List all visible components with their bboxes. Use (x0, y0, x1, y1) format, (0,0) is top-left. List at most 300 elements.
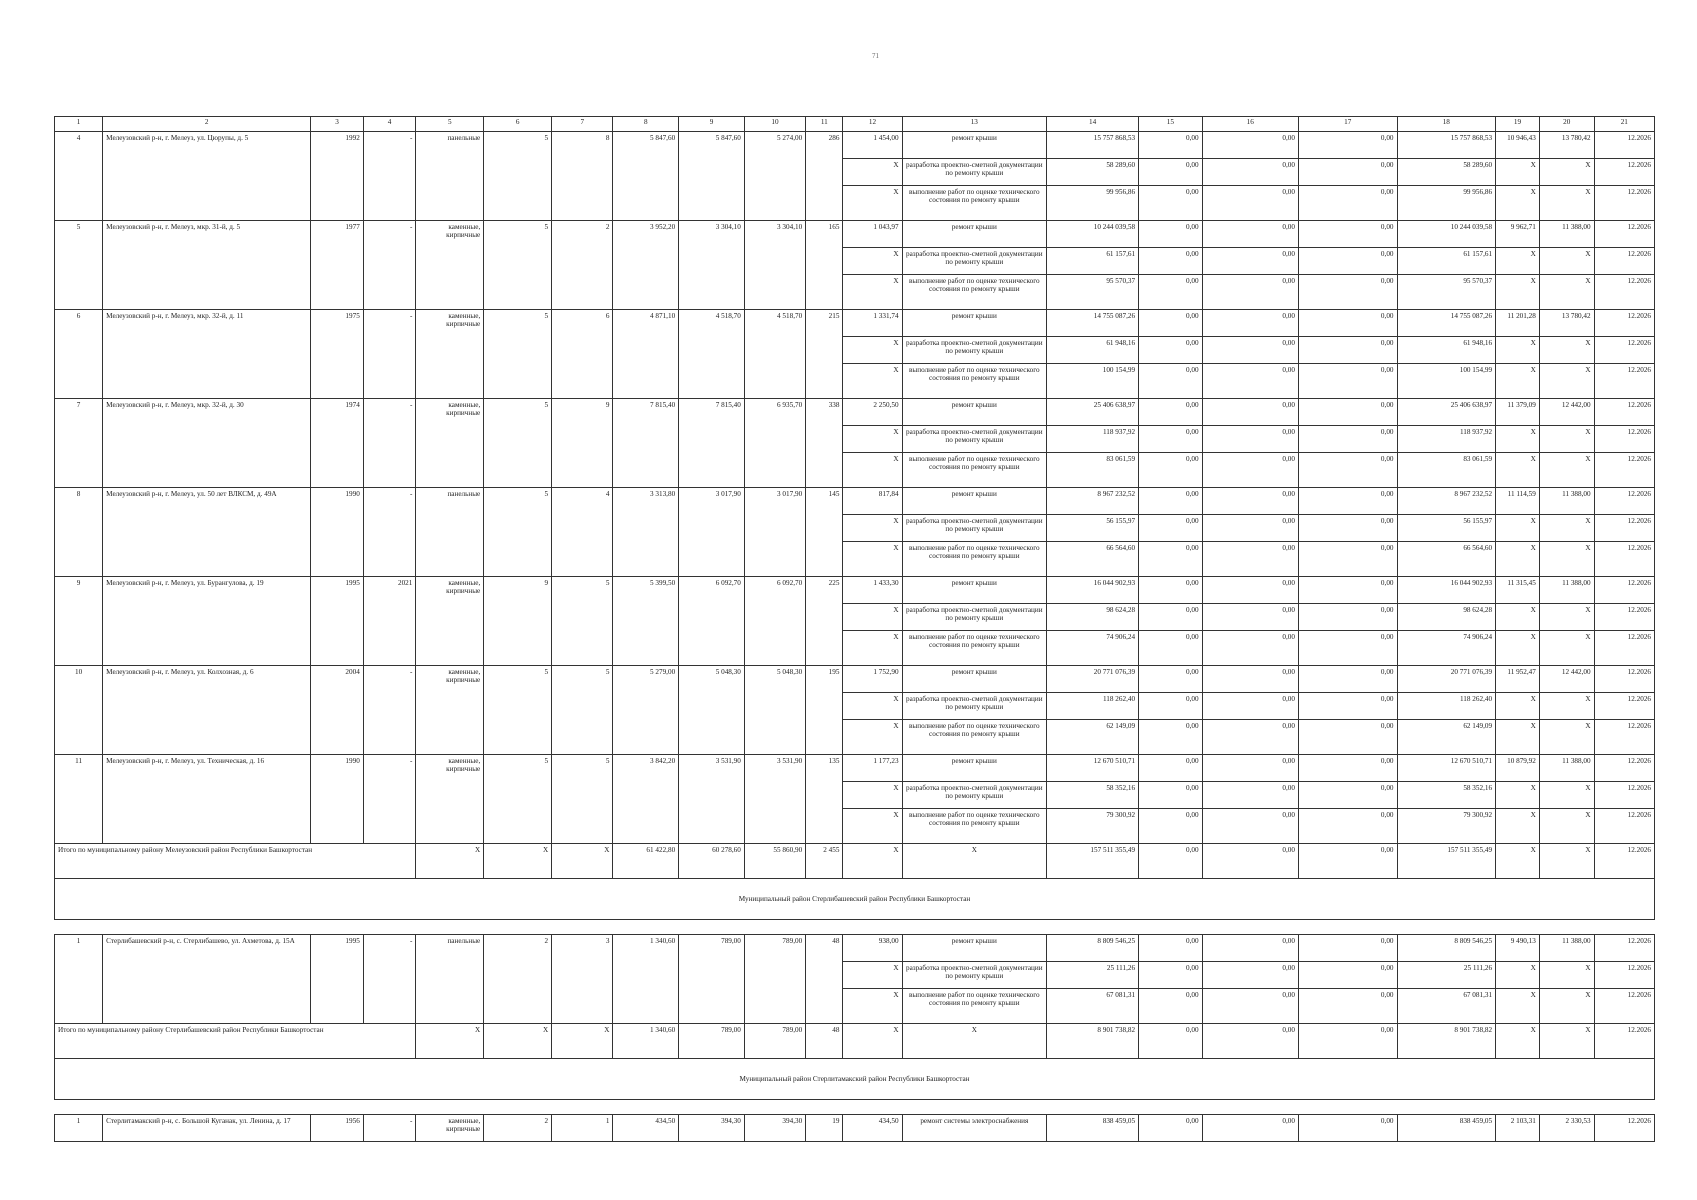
work-volume: X (843, 604, 902, 631)
work-type: X (902, 844, 1047, 879)
cost-budget: 0,00 (1202, 248, 1298, 275)
cost-owners: 25 406 638,97 (1397, 399, 1496, 426)
cost-total: 56 155,97 (1047, 515, 1139, 542)
reconstruction-year: 2021 (363, 577, 416, 666)
cost-fund: 0,00 (1139, 720, 1203, 755)
build-year: 1990 (311, 488, 364, 577)
cost-local: 0,00 (1298, 1115, 1397, 1142)
cost-owners: 74 906,24 (1397, 631, 1496, 666)
work-type: разработка проектно-сметной документации по ремонту крыши (902, 782, 1047, 809)
residents-count: 48 (806, 935, 843, 1024)
cost-owners: 15 757 868,53 (1397, 132, 1496, 159)
cost-total: 15 757 868,53 (1047, 132, 1139, 159)
work-type: ремонт крыши (902, 755, 1047, 782)
unit-cost: 10 879,92 (1496, 755, 1540, 782)
district-header-row (55, 879, 1655, 920)
cost-budget: 0,00 (1202, 221, 1298, 248)
column-number-15: 15 (1139, 117, 1203, 132)
residential-area: 6 092,70 (744, 577, 805, 666)
entrances-count: 9 (552, 399, 613, 488)
cost-owners: 8 967 232,52 (1397, 488, 1496, 515)
reconstruction-year: - (363, 935, 416, 1024)
premises-area: 3 531,90 (679, 755, 745, 844)
unit-cost: X (1496, 542, 1540, 577)
cost-local: 0,00 (1298, 542, 1397, 577)
reconstruction-year: - (363, 666, 416, 755)
work-type: выполнение работ по оценке технического состояния по ремонту крыши (902, 364, 1047, 399)
floors-count: 2 (484, 1115, 552, 1142)
unit-cost: X (1496, 604, 1540, 631)
entrances-count: 5 (552, 755, 613, 844)
cost-local: 0,00 (1298, 275, 1397, 310)
deadline: 12.2026 (1594, 666, 1654, 693)
cost-fund: 0,00 (1139, 221, 1203, 248)
district-header: Муниципальный район Стерлибашевский район Республики Башкортостан (55, 879, 1655, 920)
work-volume: 1 043,97 (843, 221, 902, 248)
max-unit-cost: X (1539, 515, 1594, 542)
deadline: 12.2026 (1594, 159, 1654, 186)
column-number-5: 5 (416, 117, 484, 132)
cost-budget: 0,00 (1202, 989, 1298, 1024)
cost-budget: 0,00 (1202, 631, 1298, 666)
house-row (55, 755, 1655, 782)
house-address: Стерлибашевский р-н, с. Стерлибашево, ул. Ахметова, д. 15А (103, 935, 311, 1024)
house-row (55, 935, 1655, 962)
premises-area: 4 518,70 (679, 310, 745, 399)
cost-total: 16 044 902,93 (1047, 577, 1139, 604)
column-number-14: 14 (1047, 117, 1139, 132)
max-unit-cost: X (1539, 542, 1594, 577)
reconstruction-year: - (363, 755, 416, 844)
cost-fund: 0,00 (1139, 159, 1203, 186)
cost-budget: 0,00 (1202, 935, 1298, 962)
deadline: 12.2026 (1594, 935, 1654, 962)
cost-local: 0,00 (1298, 631, 1397, 666)
entrances-count: 6 (552, 310, 613, 399)
wall-material: каменные, кирпичные (416, 666, 484, 755)
premises-area: 5 048,30 (679, 666, 745, 755)
cost-owners: 118 262,40 (1397, 693, 1496, 720)
cost-owners: 12 670 510,71 (1397, 755, 1496, 782)
work-volume: X (843, 631, 902, 666)
cost-owners: 8 901 738,82 (1397, 1024, 1496, 1059)
column-number-17: 17 (1298, 117, 1397, 132)
house-address: Мелеузовский р-н, г. Мелеуз, мкр. 32-й, д. 11 (103, 310, 311, 399)
cost-local: 0,00 (1298, 1024, 1397, 1059)
cost-local: 0,00 (1298, 364, 1397, 399)
cost-owners: 25 111,26 (1397, 962, 1496, 989)
cost-fund: 0,00 (1139, 310, 1203, 337)
entrances-count: 5 (552, 577, 613, 666)
max-unit-cost: 13 780,42 (1539, 310, 1594, 337)
cost-total: 58 289,60 (1047, 159, 1139, 186)
entrances-count: 1 (552, 1115, 613, 1142)
house-address: Стерлитамакский р-н, с. Большой Куганак, ул. Ленина, д. 17 (103, 1115, 311, 1142)
work-type: ремонт крыши (902, 935, 1047, 962)
work-volume: 1 433,30 (843, 577, 902, 604)
cost-owners: 99 956,86 (1397, 186, 1496, 221)
reconstruction-year: - (363, 488, 416, 577)
cost-budget: 0,00 (1202, 453, 1298, 488)
cost-local: 0,00 (1298, 488, 1397, 515)
cost-local: 0,00 (1298, 604, 1397, 631)
residential-area: 6 935,70 (744, 399, 805, 488)
cost-total: 8 967 232,52 (1047, 488, 1139, 515)
cost-fund: 0,00 (1139, 809, 1203, 844)
house-row (55, 577, 1655, 604)
build-year: 1977 (311, 221, 364, 310)
column-number-6: 6 (484, 117, 552, 132)
column-number-18: 18 (1397, 117, 1496, 132)
floors-count: 2 (484, 935, 552, 1024)
house-row (55, 221, 1655, 248)
cost-fund: 0,00 (1139, 488, 1203, 515)
cost-owners: 14 755 087,26 (1397, 310, 1496, 337)
deadline: 12.2026 (1594, 631, 1654, 666)
cost-local: 0,00 (1298, 248, 1397, 275)
total-area: 4 871,10 (613, 310, 679, 399)
cost-total: 61 948,16 (1047, 337, 1139, 364)
cost-local: 0,00 (1298, 809, 1397, 844)
build-year: 2004 (311, 666, 364, 755)
premises-area: 6 092,70 (679, 577, 745, 666)
entrances-count: 3 (552, 935, 613, 1024)
cost-fund: 0,00 (1139, 1024, 1203, 1059)
max-unit-cost: 13 780,42 (1539, 132, 1594, 159)
residents-count: 2 455 (806, 844, 843, 879)
cost-budget: 0,00 (1202, 337, 1298, 364)
cost-budget: 0,00 (1202, 426, 1298, 453)
work-volume: 1 752,90 (843, 666, 902, 693)
total-x: X (552, 1024, 613, 1059)
repair-program-table (54, 116, 1655, 1142)
build-year: 1975 (311, 310, 364, 399)
column-number-13: 13 (902, 117, 1047, 132)
deadline: 12.2026 (1594, 844, 1654, 879)
unit-cost: X (1496, 453, 1540, 488)
work-volume: X (843, 693, 902, 720)
reconstruction-year: - (363, 399, 416, 488)
deadline: 12.2026 (1594, 989, 1654, 1024)
work-volume: X (843, 275, 902, 310)
column-number-11: 11 (806, 117, 843, 132)
work-volume: 1 454,00 (843, 132, 902, 159)
unit-cost: X (1496, 720, 1540, 755)
build-year: 1974 (311, 399, 364, 488)
cost-owners: 83 061,59 (1397, 453, 1496, 488)
cost-budget: 0,00 (1202, 693, 1298, 720)
wall-material: панельные (416, 935, 484, 1024)
house-number: 9 (55, 577, 103, 666)
wall-material: каменные, кирпичные (416, 755, 484, 844)
house-address: Мелеузовский р-н, г. Мелеуз, ул. Колхозная, д. 6 (103, 666, 311, 755)
residential-area: 789,00 (744, 1024, 805, 1059)
page-number: 71 (872, 52, 879, 60)
cost-total: 67 081,31 (1047, 989, 1139, 1024)
deadline: 12.2026 (1594, 337, 1654, 364)
cost-total: 118 262,40 (1047, 693, 1139, 720)
cost-owners: 66 564,60 (1397, 542, 1496, 577)
work-type: разработка проектно-сметной документации по ремонту крыши (902, 604, 1047, 631)
reconstruction-year: - (363, 310, 416, 399)
work-volume: 938,00 (843, 935, 902, 962)
cost-owners: 8 809 546,25 (1397, 935, 1496, 962)
cost-fund: 0,00 (1139, 666, 1203, 693)
work-type: разработка проектно-сметной документации по ремонту крыши (902, 248, 1047, 275)
premises-area: 3 017,90 (679, 488, 745, 577)
deadline: 12.2026 (1594, 132, 1654, 159)
work-type: ремонт крыши (902, 666, 1047, 693)
cost-budget: 0,00 (1202, 310, 1298, 337)
work-volume: X (843, 720, 902, 755)
work-type: выполнение работ по оценке технического состояния по ремонту крыши (902, 720, 1047, 755)
build-year: 1990 (311, 755, 364, 844)
house-number: 5 (55, 221, 103, 310)
house-address: Мелеузовский р-н, г. Мелеуз, ул. Бурангулова, д. 19 (103, 577, 311, 666)
spacer (55, 920, 1655, 935)
unit-cost: 11 952,47 (1496, 666, 1540, 693)
total-area: 1 340,60 (613, 935, 679, 1024)
cost-total: 61 157,61 (1047, 248, 1139, 275)
cost-total: 10 244 039,58 (1047, 221, 1139, 248)
wall-material: каменные, кирпичные (416, 577, 484, 666)
unit-cost: X (1496, 782, 1540, 809)
cost-owners: 58 352,16 (1397, 782, 1496, 809)
premises-area: 7 815,40 (679, 399, 745, 488)
unit-cost: X (1496, 159, 1540, 186)
total-area: 61 422,80 (613, 844, 679, 879)
house-number: 1 (55, 1115, 103, 1142)
column-number-2: 2 (103, 117, 311, 132)
cost-total: 118 937,92 (1047, 426, 1139, 453)
unit-cost: X (1496, 844, 1540, 879)
work-type: выполнение работ по оценке технического состояния по ремонту крыши (902, 989, 1047, 1024)
max-unit-cost: X (1539, 989, 1594, 1024)
work-type: выполнение работ по оценке технического состояния по ремонту крыши (902, 542, 1047, 577)
residents-count: 225 (806, 577, 843, 666)
cost-local: 0,00 (1298, 666, 1397, 693)
cost-budget: 0,00 (1202, 515, 1298, 542)
cost-fund: 0,00 (1139, 844, 1203, 879)
deadline: 12.2026 (1594, 310, 1654, 337)
cost-budget: 0,00 (1202, 159, 1298, 186)
deadline: 12.2026 (1594, 782, 1654, 809)
house-row (55, 132, 1655, 159)
total-x: X (484, 1024, 552, 1059)
total-area: 5 847,60 (613, 132, 679, 221)
work-type: выполнение работ по оценке технического состояния по ремонту крыши (902, 275, 1047, 310)
unit-cost: X (1496, 275, 1540, 310)
cost-fund: 0,00 (1139, 782, 1203, 809)
wall-material: каменные, кирпичные (416, 221, 484, 310)
work-volume: X (843, 782, 902, 809)
cost-budget: 0,00 (1202, 275, 1298, 310)
cost-budget: 0,00 (1202, 755, 1298, 782)
column-number-8: 8 (613, 117, 679, 132)
max-unit-cost: 12 442,00 (1539, 399, 1594, 426)
unit-cost: X (1496, 693, 1540, 720)
residential-area: 55 860,90 (744, 844, 805, 879)
cost-fund: 0,00 (1139, 935, 1203, 962)
cost-budget: 0,00 (1202, 666, 1298, 693)
house-row (55, 488, 1655, 515)
max-unit-cost: X (1539, 337, 1594, 364)
unit-cost: X (1496, 962, 1540, 989)
cost-total: 12 670 510,71 (1047, 755, 1139, 782)
wall-material: каменные, кирпичные (416, 1115, 484, 1142)
cost-budget: 0,00 (1202, 1115, 1298, 1142)
house-row (55, 399, 1655, 426)
wall-material: каменные, кирпичные (416, 310, 484, 399)
column-number-12: 12 (843, 117, 902, 132)
residential-area: 789,00 (744, 935, 805, 1024)
deadline: 12.2026 (1594, 488, 1654, 515)
work-type: X (902, 1024, 1047, 1059)
work-type: ремонт крыши (902, 488, 1047, 515)
spacer (55, 1100, 1655, 1115)
cost-total: 157 511 355,49 (1047, 844, 1139, 879)
cost-owners: 61 948,16 (1397, 337, 1496, 364)
unit-cost: 2 103,31 (1496, 1115, 1540, 1142)
cost-local: 0,00 (1298, 693, 1397, 720)
unit-cost: X (1496, 426, 1540, 453)
deadline: 12.2026 (1594, 962, 1654, 989)
column-number-7: 7 (552, 117, 613, 132)
deadline: 12.2026 (1594, 809, 1654, 844)
cost-budget: 0,00 (1202, 577, 1298, 604)
cost-fund: 0,00 (1139, 577, 1203, 604)
cost-total: 99 956,86 (1047, 186, 1139, 221)
work-type: разработка проектно-сметной документации по ремонту крыши (902, 159, 1047, 186)
deadline: 12.2026 (1594, 275, 1654, 310)
cost-owners: 100 154,99 (1397, 364, 1496, 399)
column-number-10: 10 (744, 117, 805, 132)
cost-fund: 0,00 (1139, 989, 1203, 1024)
premises-area: 789,00 (679, 1024, 745, 1059)
cost-fund: 0,00 (1139, 542, 1203, 577)
max-unit-cost: 2 330,53 (1539, 1115, 1594, 1142)
work-volume: 2 250,50 (843, 399, 902, 426)
max-unit-cost: X (1539, 426, 1594, 453)
column-number-1: 1 (55, 117, 103, 132)
max-unit-cost: X (1539, 809, 1594, 844)
build-year: 1992 (311, 132, 364, 221)
work-type: разработка проектно-сметной документации по ремонту крыши (902, 515, 1047, 542)
cost-fund: 0,00 (1139, 604, 1203, 631)
cost-budget: 0,00 (1202, 132, 1298, 159)
unit-cost: X (1496, 515, 1540, 542)
unit-cost: X (1496, 631, 1540, 666)
cost-local: 0,00 (1298, 720, 1397, 755)
max-unit-cost: X (1539, 720, 1594, 755)
residential-area: 3 304,10 (744, 221, 805, 310)
work-volume: X (843, 186, 902, 221)
cost-budget: 0,00 (1202, 186, 1298, 221)
cost-budget: 0,00 (1202, 542, 1298, 577)
max-unit-cost: X (1539, 844, 1594, 879)
work-type: ремонт крыши (902, 132, 1047, 159)
cost-fund: 0,00 (1139, 453, 1203, 488)
cost-fund: 0,00 (1139, 399, 1203, 426)
cost-owners: 61 157,61 (1397, 248, 1496, 275)
work-type: ремонт системы электроснабжения (902, 1115, 1047, 1142)
cost-owners: 16 044 902,93 (1397, 577, 1496, 604)
total-area: 3 313,80 (613, 488, 679, 577)
unit-cost: 11 315,45 (1496, 577, 1540, 604)
column-number-9: 9 (679, 117, 745, 132)
total-area: 3 842,20 (613, 755, 679, 844)
floors-count: 9 (484, 577, 552, 666)
total-area: 5 279,00 (613, 666, 679, 755)
work-volume: X (843, 248, 902, 275)
residential-area: 3 531,90 (744, 755, 805, 844)
cost-local: 0,00 (1298, 132, 1397, 159)
total-area: 3 952,20 (613, 221, 679, 310)
residential-area: 5 274,00 (744, 132, 805, 221)
total-area: 7 815,40 (613, 399, 679, 488)
max-unit-cost: 11 388,00 (1539, 221, 1594, 248)
build-year: 1956 (311, 1115, 364, 1142)
max-unit-cost: X (1539, 1024, 1594, 1059)
column-number-3: 3 (311, 117, 364, 132)
entrances-count: 2 (552, 221, 613, 310)
cost-budget: 0,00 (1202, 782, 1298, 809)
residential-area: 5 048,30 (744, 666, 805, 755)
cost-budget: 0,00 (1202, 399, 1298, 426)
deadline: 12.2026 (1594, 248, 1654, 275)
entrances-count: 8 (552, 132, 613, 221)
district-total-label: Итого по муниципальному району Мелеузовский район Республики Башкортостан (55, 844, 416, 879)
column-number-16: 16 (1202, 117, 1298, 132)
max-unit-cost: X (1539, 186, 1594, 221)
floors-count: 5 (484, 755, 552, 844)
premises-area: 60 278,60 (679, 844, 745, 879)
cost-fund: 0,00 (1139, 337, 1203, 364)
cost-fund: 0,00 (1139, 631, 1203, 666)
house-number: 1 (55, 935, 103, 1024)
cost-local: 0,00 (1298, 186, 1397, 221)
cost-local: 0,00 (1298, 989, 1397, 1024)
max-unit-cost: X (1539, 782, 1594, 809)
total-x: X (484, 844, 552, 879)
work-volume: X (843, 989, 902, 1024)
work-volume: 1 177,23 (843, 755, 902, 782)
cost-local: 0,00 (1298, 515, 1397, 542)
build-year: 1995 (311, 577, 364, 666)
premises-area: 394,30 (679, 1115, 745, 1142)
cost-local: 0,00 (1298, 221, 1397, 248)
cost-local: 0,00 (1298, 935, 1397, 962)
cost-total: 8 901 738,82 (1047, 1024, 1139, 1059)
total-x: X (416, 1024, 484, 1059)
house-address: Мелеузовский р-н, г. Мелеуз, ул. Цюрупы, д. 5 (103, 132, 311, 221)
cost-total: 95 570,37 (1047, 275, 1139, 310)
entrances-count: 5 (552, 666, 613, 755)
cost-local: 0,00 (1298, 399, 1397, 426)
house-address: Мелеузовский р-н, г. Мелеуз, ул. Техническая, д. 16 (103, 755, 311, 844)
residents-count: 165 (806, 221, 843, 310)
max-unit-cost: X (1539, 962, 1594, 989)
cost-budget: 0,00 (1202, 962, 1298, 989)
deadline: 12.2026 (1594, 542, 1654, 577)
cost-fund: 0,00 (1139, 515, 1203, 542)
cost-local: 0,00 (1298, 426, 1397, 453)
deadline: 12.2026 (1594, 186, 1654, 221)
floors-count: 5 (484, 221, 552, 310)
total-x: X (416, 844, 484, 879)
cost-total: 74 906,24 (1047, 631, 1139, 666)
cost-owners: 10 244 039,58 (1397, 221, 1496, 248)
